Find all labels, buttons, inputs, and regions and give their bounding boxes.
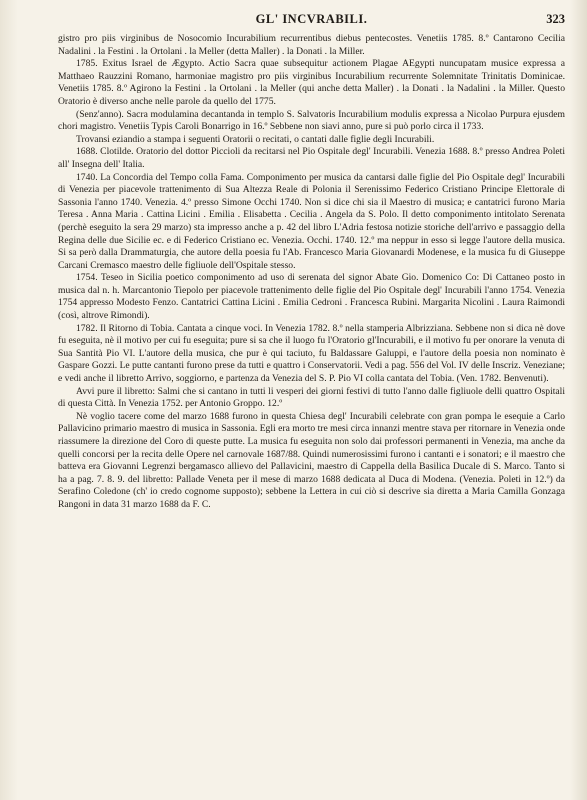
paragraph: Avvi pure il libretto: Salmi che si cantano in tutti li vesperi dei giorni festivi di tutto l'anno dalle figliuole delli quattro Ospitali di questa Città. In Venezia 1752. per Antonio Groppo. 12.º <box>58 385 565 410</box>
paragraph: gistro pro piis virginibus de Nosocomio Incurabilium recurrentibus diebus pentecostes. Venetiis 1785. 8.º Cantarono Cecilia Nadalini . la Festini . la Ortolani . la Meller (detta Maller) . la Donati . la Miller. <box>58 33 565 57</box>
paragraph: 1785. Exitus Israel de Ægypto. Actio Sacra quae subsequitur actionem Plagae AEgypti nuncupatam musice expressa a Matthaeo Rauzzini Romano, harmoniae magistro pro piis virginibus Incurabilium recurrente Solemnitate Trinitatis Dominicae. Venetiis 1785. 8.º Agirono la Festini . la Ortolani . la Meller (qui anche detta Maller) . la Donati . la Nadalini . la Miller. Questo Oratorio è diverso anche nelle parole da quello del 1775. <box>58 58 565 107</box>
running-title: GL' INCVRABILI. <box>255 12 368 26</box>
paragraph: (Senz'anno). Sacra modulamina decantanda in templo S. Salvatoris Incurabilium modulis expressa a Nicolao Purpura ejusdem chori magistro. Venetiis Typis Caroli Bonarrigo in 16.º Sebbene non siavi anno, pure si può porlo circa il 1733. <box>58 108 565 133</box>
paragraph: 1740. La Concordia del Tempo colla Fama. Componimento per musica da cantarsi dalle figlie del Pio Ospitale degl' Incurabili di Venezia per piacevole trattenimento di Sua Altezza Reale di Polonia il Serenissimo Federico Cristiano Principe Elettorale di Sassonia l'anno 1740. Venezia. 4.º presso Simone Occhi 1740. Non si dice chi sia il Maestro di musica; e cantatrici furono Maria Teresa . Anna Maria . Cattina Licini . Emilia . Elisabetta . Cecilia . Angela da S. Polo. Il detto componimento intitolato Serenata (perchè eseguito la sera 29 marzo) sta impresso anche a p. 42 del libro L'Adria festosa notizie storiche dell'arrivo e passaggio della Regina delle due Sicilie ec. e di Federico Cristiano ec. Venezia. Occhi. 1740. 12.º ma neppur in esso si legge l'autore della musica. Si sa però dalla Drammaturgia, che autore della poesia fu l'Ab. Francesco Maria Giovanardi Modenese, e la musica fu di Giuseppe Carcani Cremasco maestro delle figliuole dell'Ospitale stesso. <box>58 171 565 271</box>
paragraph: 1782. Il Ritorno di Tobia. Cantata a cinque voci. In Venezia 1782. 8.º nella stamperia Albrizziana. Sebbene non si dica nè dove fu eseguita, nè il motivo per cui fu eseguita; pure si sa che il luogo fu l'Oratorio gl'Incurabili, e il motivo fu per onorare la venuta di Sua Santità Pio VI. L'autore della musica, che pur è qui taciuto, fu Baldassare Galuppi, e l'autore della poesia non nominato è Gaspare Gozzi. Le putte cantanti furono prese da tutti e quattro i Conservatorii. Vedi a pag. 556 del Vol. IV delle Inscriz. Veneziane; e vedi anche il libretto Arrivo, soggiorno, e partenza da Venezia del S. P. Pio VI colla cantata del Tobia. (Ven. 1782. Benvenuti). <box>58 322 565 385</box>
page-number: 323 <box>546 12 565 26</box>
paragraph: Trovansi eziandio a stampa i seguenti Oratorii o recitati, o cantati dalle figlie degli Incurabili. <box>76 133 435 145</box>
paragraph: Nè voglio tacere come del marzo 1688 furono in questa Chiesa degl' Incurabili celebrate con gran pompa le esequie a Carlo Pallavicino primario maestro di musica in Sassonia. Egli era morto tre mesi circa innanzi mentre stava per ritornare in Venezia onde riassumere la direzione del Coro di queste putte. La musica fu eseguita non solo dai professori permanenti in Venezia, ma anche da quelli concorsi per la recita delle Opere nel carnovale 1687/88. Quindi numerosissimi furono i cantanti e i sonatori; e il maestro che batteva era Giovanni Legrenzi bergamasco allievo del Pallavicini, maestro di Cappella della Basilica Ducale di S. Marco. Tanto si ha a pag. 7. 8. 9. del libretto: Pallade Veneta per il mese di marzo 1688 dedicata al Duca di Modena. (Venezia. Poleti in 12.º) da Serafino Coledone (ch' io credo cognome supposto); sebbene la Lettera in cui ciò si descrive sia diretta a Maria Camilla Gonzaga Rangoni in data 31 marzo 1688 da F. C. <box>58 410 565 510</box>
paragraph: 1754. Teseo in Sicilia poetico componimento ad uso di serenata del signor Abate Gio. Domenico Co: Di Cattaneo posto in musica dal n. h. Marcantonio Tiepolo per piacevole trattenimento delle figlie del Pio Ospitale degl' Incurabili l'anno 1754. Venezia 1754 appresso Modesto Fenzo. Cantatrici Cattina Licini . Emilia Cedroni . Francesca Rubini. Margarita Nicolini . Laura Raimondi (così, altrove Rimondi). <box>58 272 565 322</box>
page-header <box>58 12 565 32</box>
paragraph: 1688. Clotilde. Oratorio del dottor Piccioli da recitarsi nel Pio Ospitale degl' Incurabili. Venezia 1688. 8.º presso Andrea Poleti all' Insegna dell' Italia. <box>58 146 565 170</box>
page-body <box>58 33 565 512</box>
